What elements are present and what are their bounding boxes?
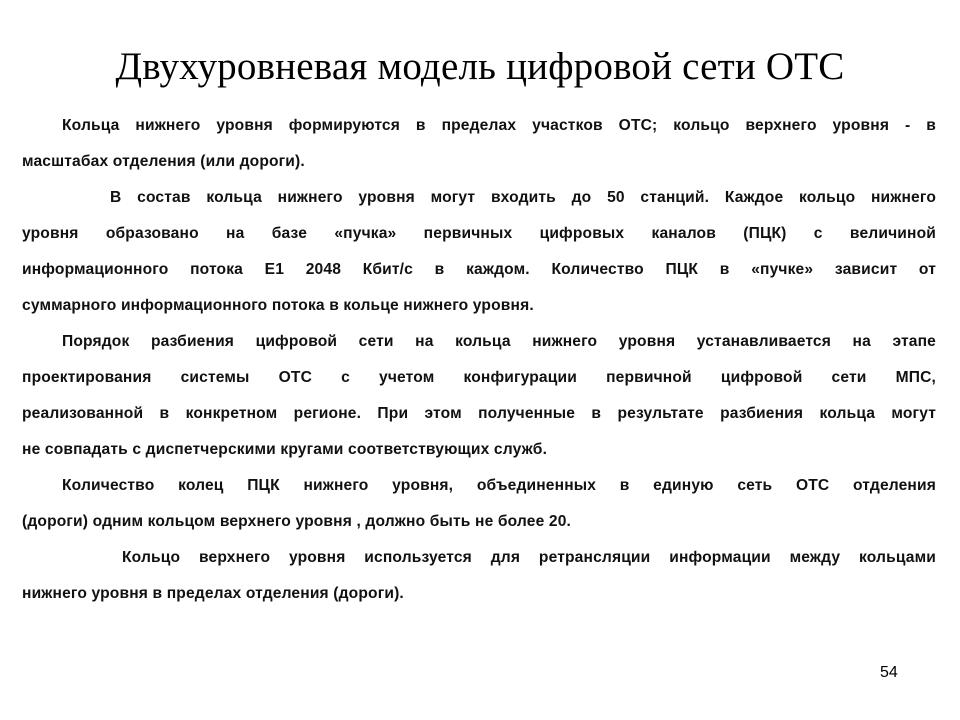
text-line: нижнего уровня в пределах отделения (дороги). (22, 585, 404, 602)
text-line: (дороги) одним кольцом верхнего уровня , должно быть не более 20. (22, 513, 572, 530)
scanned-text-block (22, 108, 936, 612)
text-line: уровня образовано на базе «пучка» первичных цифровых каналов (ПЦК) с величиной (22, 225, 936, 242)
text-line: масштабах отделения (или дороги). (22, 153, 305, 170)
paragraph-ring-count (22, 468, 936, 540)
text-line: Порядок разбиения цифровой сети на кольца нижнего уровня устанавливается на этапе (62, 333, 936, 350)
text-line: Кольцо верхнего уровня используется для ретрансляции информации между кольцами (122, 549, 936, 566)
slide-title: Двухуровневая модель цифровой сети ОТС (115, 45, 845, 89)
paragraph-lower-rings (22, 108, 936, 180)
text-line: проектирования системы ОТС с учетом конфигурации первичной цифровой сети МПС, (22, 369, 936, 386)
text-line: суммарного информационного потока в кольце нижнего уровня. (22, 297, 534, 314)
text-line: реализованной в конкретном регионе. При этом полученные в результате разбиения кольца могут (22, 405, 936, 422)
text-line: Количество колец ПЦК нижнего уровня, объединенных в единую сеть ОТС отделения (62, 477, 936, 494)
paragraph-ring-composition (22, 180, 936, 324)
paragraph-upper-ring (22, 540, 936, 612)
page-number: 54 (880, 664, 898, 681)
text-line: информационного потока Е1 2048 Кбит/с в каждом. Количество ПЦК в «пучке» зависит от (22, 261, 936, 278)
text-line: Кольца нижнего уровня формируются в пределах участков ОТС; кольцо верхнего уровня - в (62, 117, 936, 134)
text-line: не совпадать с диспетчерскими кругами соответствующих служб. (22, 441, 548, 458)
paragraph-partitioning (22, 324, 936, 468)
text-line: В состав кольца нижнего уровня могут входить до 50 станций. Каждое кольцо нижнего (110, 189, 936, 206)
